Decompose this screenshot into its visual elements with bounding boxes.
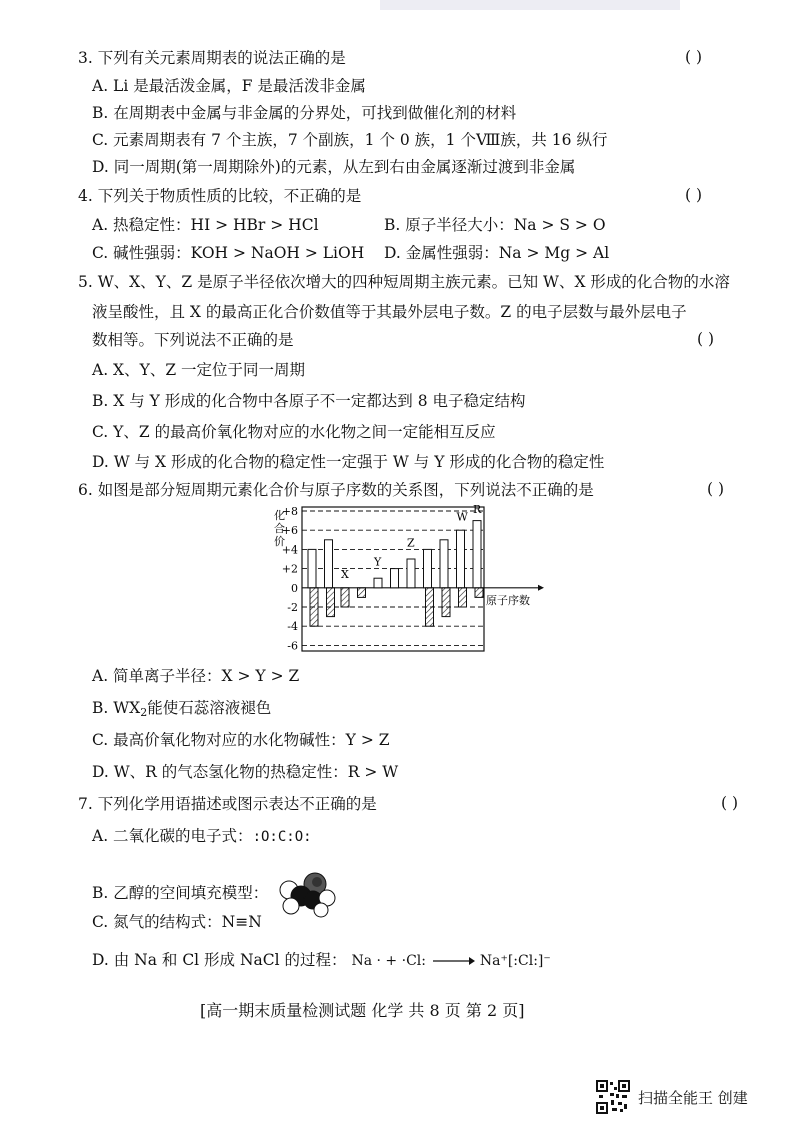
chart-bar-positive bbox=[424, 549, 432, 587]
q4-option-c: C. 碱性强弱：KOH > NaOH > LiOH bbox=[92, 244, 365, 262]
chart-ytick-label: 0 bbox=[291, 581, 298, 595]
scan-artifact bbox=[380, 0, 680, 10]
q6-option-b bbox=[92, 698, 271, 723]
chart-element-label: X bbox=[341, 568, 349, 582]
q6-stem: 6. 如图是部分短周期元素化合价与原子序数的关系图，下列说法不正确的是 bbox=[78, 481, 594, 499]
q4-option-b: B. 原子半径大小：Na > S > O bbox=[384, 216, 606, 234]
chart-element-label: R bbox=[473, 505, 482, 516]
scanner-watermark bbox=[596, 1078, 748, 1116]
valence-chart bbox=[262, 505, 552, 653]
chart-bar-positive bbox=[325, 540, 333, 588]
chart-bar-positive bbox=[440, 540, 448, 588]
page-footer: [高一期末质量检测试题 化学 共 8 页 第 2 页] bbox=[200, 1001, 525, 1020]
q7-answer-paren: ( ) bbox=[720, 794, 738, 812]
chart-element-label: W bbox=[456, 510, 468, 524]
q3-option-d: D. 同一周期(第一周期除外)的元素，从左到右由金属逐渐过渡到非金属 bbox=[92, 158, 576, 176]
q7-option-d bbox=[92, 950, 551, 971]
chart-bar-positive bbox=[391, 569, 399, 588]
q5-stem-line1: 5. W、X、Y、Z 是原子半径依次增大的四种短周期主族元素。已知 W、X 形成的化合物的水溶 bbox=[78, 273, 730, 291]
q7-option-c: C. 氮气的结构式：N≡N bbox=[92, 913, 262, 931]
chart-x-axis-arrow bbox=[538, 585, 544, 591]
q4-answer-paren: ( ) bbox=[684, 186, 702, 204]
chart-ytick-label: -4 bbox=[287, 620, 298, 634]
q5-answer-paren: ( ) bbox=[696, 330, 714, 348]
q4-option-d: D. 金属性强弱：Na > Mg > Al bbox=[384, 244, 610, 262]
chart-ylabel-3: 价 bbox=[274, 535, 285, 548]
qr-code-icon bbox=[596, 1080, 630, 1114]
chart-bar-negative bbox=[310, 588, 318, 626]
chart-bar-negative bbox=[459, 588, 467, 607]
q6-option-d: D. W、R 的气态氢化物的热稳定性：R > W bbox=[92, 763, 399, 781]
q5-option-b: B. X 与 Y 形成的化合物中各原子不一定都达到 8 电子稳定结构 bbox=[92, 392, 526, 410]
chart-ylabel-2: 合 bbox=[274, 522, 285, 535]
chart-bar-positive bbox=[473, 521, 481, 588]
chart-ylabel-1: 化 bbox=[274, 509, 285, 522]
co2-electron-formula: :O:C:O: bbox=[252, 829, 312, 845]
scanner-label: 扫描全能王 创建 bbox=[638, 1088, 748, 1107]
q7-option-a bbox=[92, 826, 312, 847]
chart-ytick-label: -2 bbox=[287, 601, 298, 614]
chart-bar-positive bbox=[457, 530, 465, 588]
chart-ytick-label: +2 bbox=[281, 562, 298, 576]
q5-option-d: D. W 与 X 形成的化合物的稳定性一定强于 W 与 Y 形成的化合物的稳定性 bbox=[92, 453, 605, 471]
q6-option-a: A. 简单离子半径：X > Y > Z bbox=[92, 667, 300, 685]
chart-bar-positive bbox=[407, 559, 415, 588]
nacl-right: Na⁺[:Cl:]⁻ bbox=[479, 953, 551, 969]
chart-element-label: Y bbox=[374, 555, 382, 569]
q7-stem: 7. 下列化学用语描述或图示表达不正确的是 bbox=[78, 795, 377, 813]
q3-option-a: A. Li 是最活泼金属，F 是最活泼非金属 bbox=[92, 77, 366, 95]
q3-answer-paren: ( ) bbox=[684, 48, 702, 66]
q7-option-a-text: A. 二氧化碳的电子式： bbox=[92, 827, 253, 845]
q6-option-b-sub: 2 bbox=[140, 706, 148, 719]
chart-ytick-label: -6 bbox=[287, 639, 298, 653]
nacl-left: Na · + ·Cl: bbox=[351, 953, 426, 969]
chart-bar-negative bbox=[341, 588, 349, 607]
q7-option-b-text: B. 乙醇的空间填充模型： bbox=[92, 884, 269, 902]
chart-bar-negative bbox=[475, 588, 483, 598]
q5-stem-line3: 数相等。下列说法不正确的是 bbox=[92, 331, 294, 349]
q6-option-c: C. 最高价氧化物对应的水化物碱性：Y > Z bbox=[92, 731, 390, 749]
chart-ytick-label: +8 bbox=[281, 505, 298, 518]
chart-bar-negative bbox=[327, 588, 335, 617]
chart-bar-positive bbox=[374, 578, 382, 588]
reaction-arrow bbox=[431, 955, 475, 967]
chart-bar-negative bbox=[442, 588, 450, 617]
q6-answer-paren: ( ) bbox=[706, 480, 724, 498]
q5-option-c: C. Y、Z 的最高价氧化物对应的水化物之间一定能相互反应 bbox=[92, 423, 496, 441]
q4-stem: 4. 下列关于物质性质的比较，不正确的是 bbox=[78, 187, 362, 205]
q7-option-d-text: D. 由 Na 和 Cl 形成 NaCl 的过程： bbox=[92, 951, 347, 969]
q3-stem: 3. 下列有关元素周期表的说法正确的是 bbox=[78, 49, 346, 67]
q3-option-b: B. 在周期表中金属与非金属的分界处，可找到做催化剂的材料 bbox=[92, 104, 517, 122]
chart-element-label: Z bbox=[407, 536, 415, 550]
q3-option-c: C. 元素周期表有 7 个主族，7 个副族，1 个 0 族，1 个Ⅷ族，共 16 纵行 bbox=[92, 131, 608, 149]
q6-option-b-pre: B. WX bbox=[92, 699, 141, 717]
q4-option-a: A. 热稳定性：HI > HBr > HCl bbox=[92, 216, 319, 234]
q6-option-b-post: 能使石蕊溶液褪色 bbox=[147, 699, 272, 717]
chart-xlabel: 原子序数 bbox=[486, 593, 530, 607]
q7-option-b bbox=[92, 870, 337, 918]
ethanol-space-filling-model bbox=[273, 870, 337, 918]
q5-stem-line2: 液呈酸性，且 X 的最高正化合价数值等于其最外层电子数。Z 的电子层数与最外层电子 bbox=[92, 303, 687, 321]
chart-bar-positive bbox=[308, 549, 316, 587]
chart-ytick-label: +4 bbox=[281, 543, 298, 557]
chart-bar-negative bbox=[426, 588, 434, 626]
q5-option-a: A. X、Y、Z 一定位于同一周期 bbox=[92, 361, 306, 379]
chart-bar-negative bbox=[358, 588, 366, 598]
chart-ytick-label: +6 bbox=[281, 524, 298, 538]
